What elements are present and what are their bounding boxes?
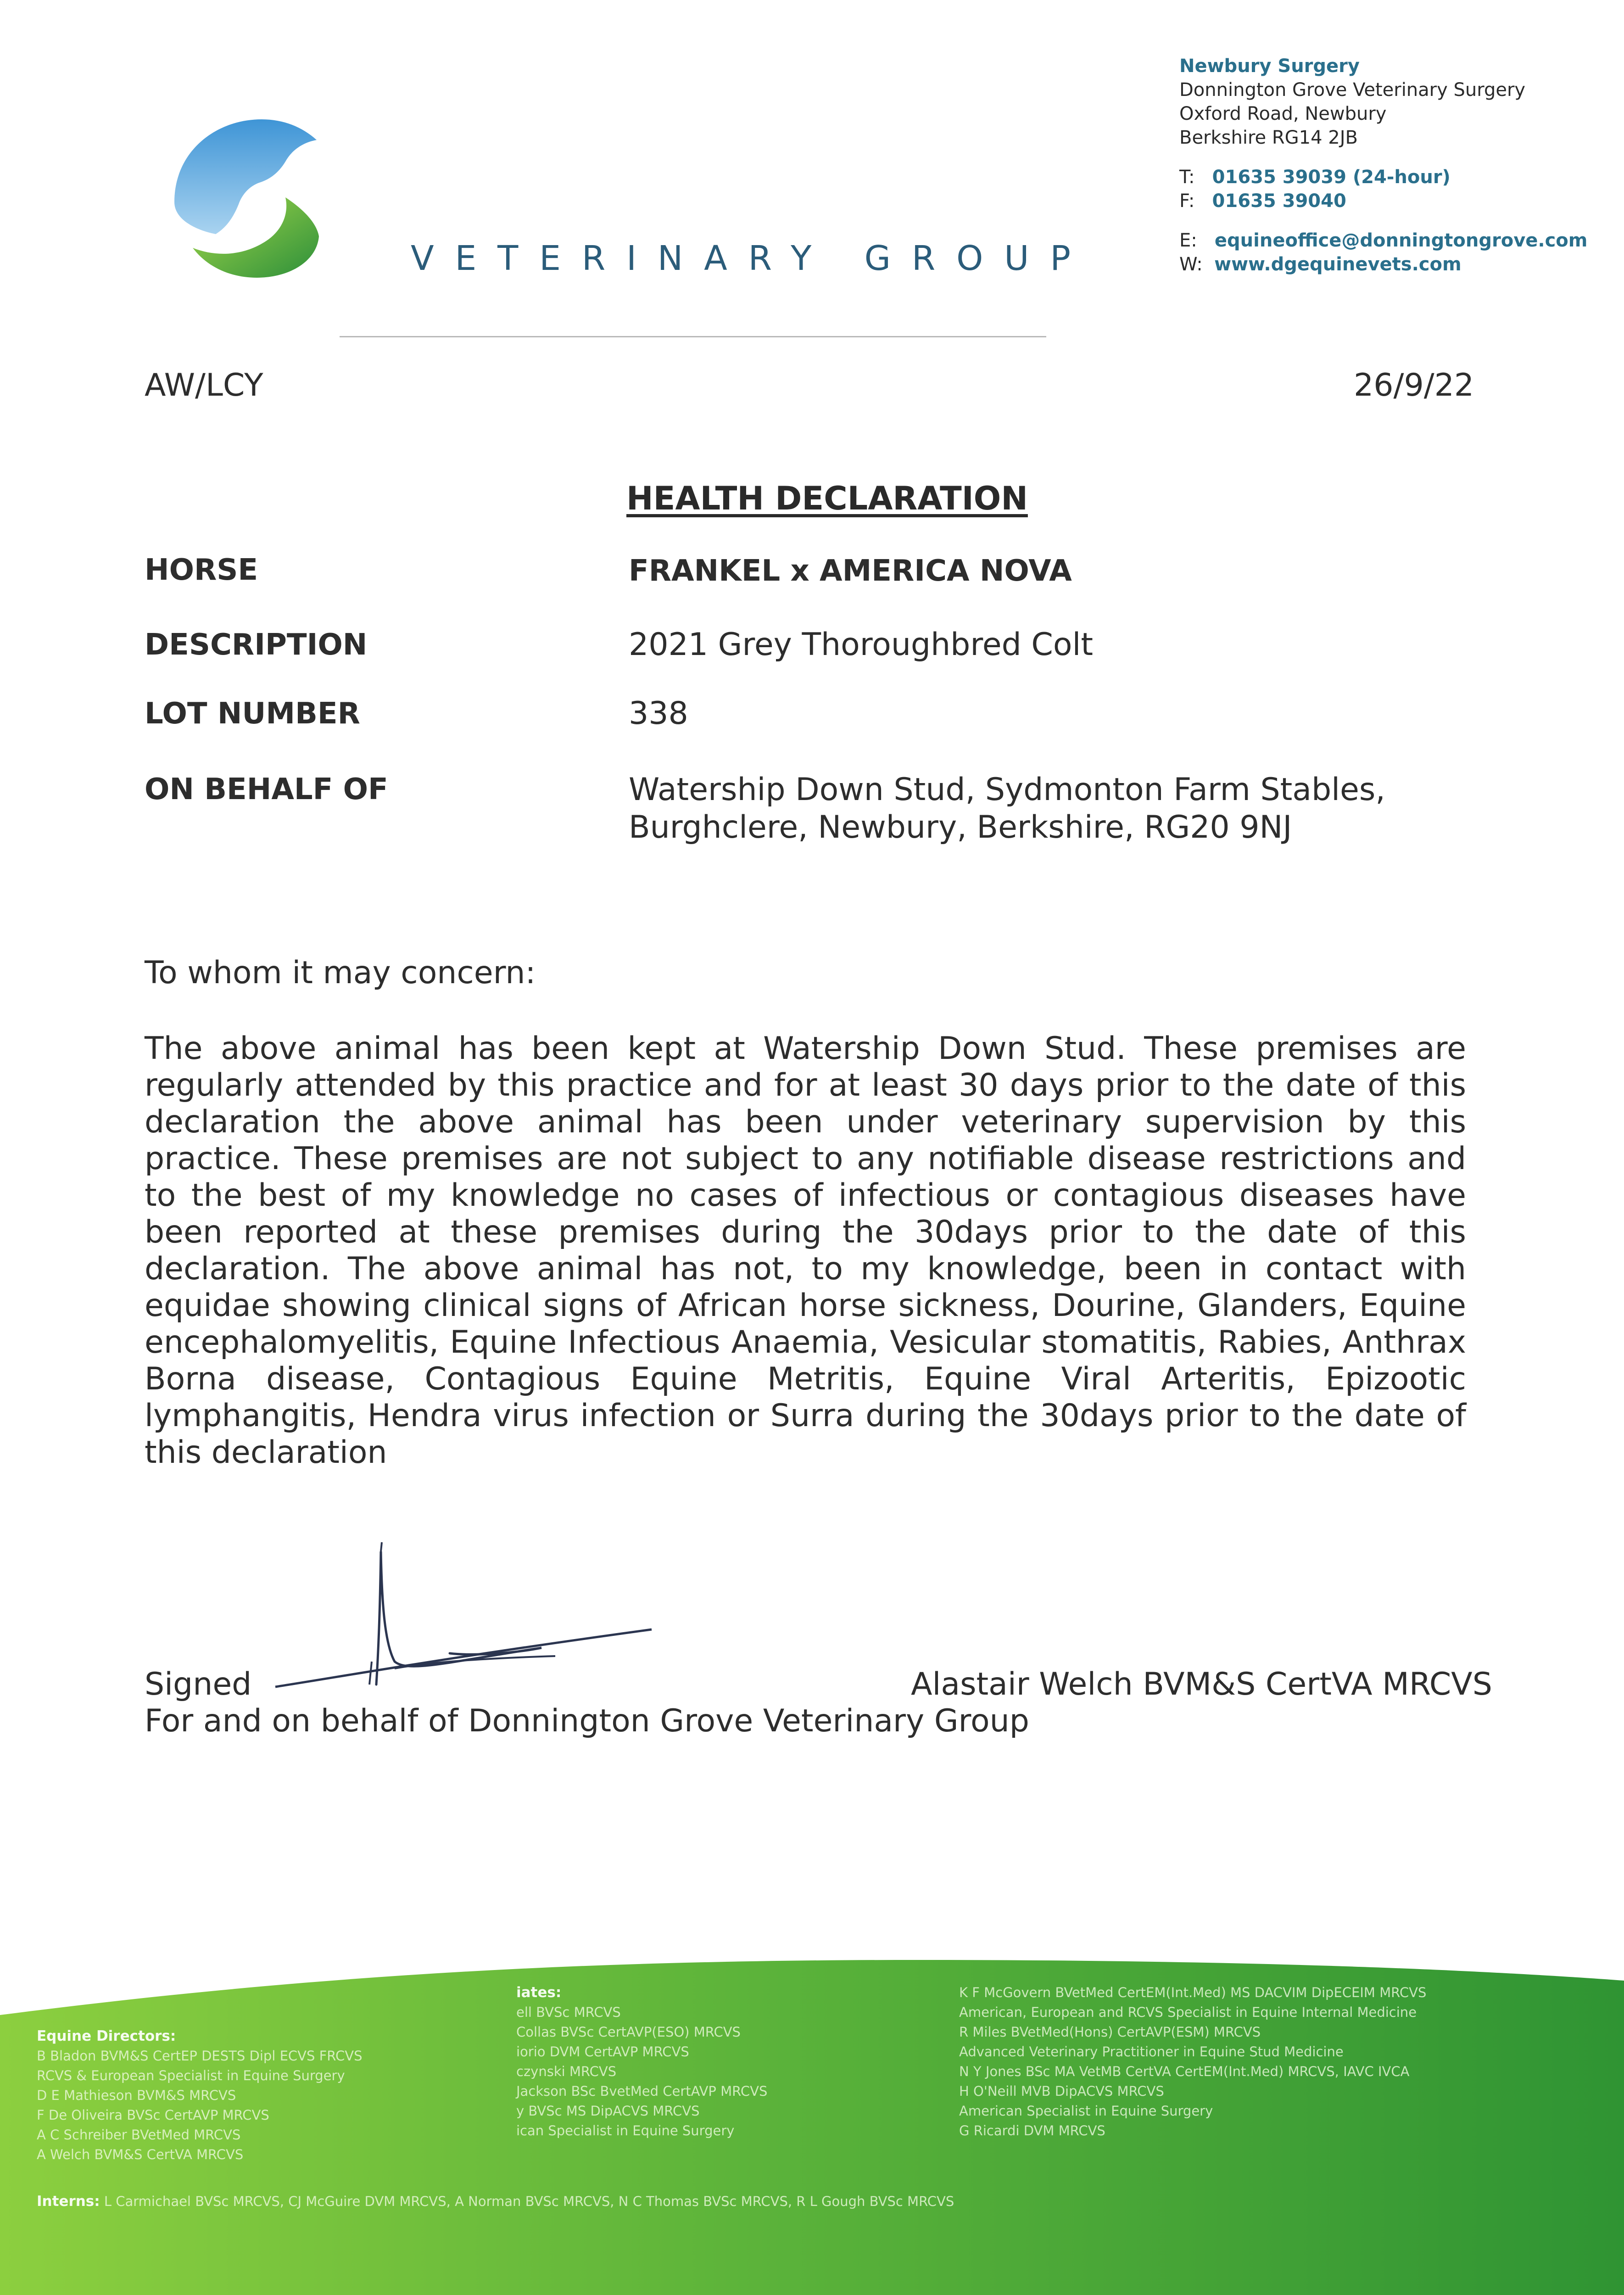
specialist-entry: American, European and RCVS Specialist in Equine Internal Medicine	[959, 2004, 1417, 2020]
fax-number: 01635 39040	[1212, 190, 1346, 212]
website-link[interactable]: www.dgequinevets.com	[1214, 254, 1462, 275]
veterinary-group-logo	[165, 110, 340, 285]
associate-entry: czynski MRCVS	[516, 2064, 617, 2079]
field-value-lot-number: 338	[629, 695, 688, 732]
on-behalf-line: Burghclere, Newbury, Berkshire, RG20 9NJ	[629, 809, 1292, 845]
specialist-entry: R Miles BVetMed(Hons) CertAVP(ESM) MRCVS	[959, 2024, 1261, 2040]
specialist-entry: K F McGovern BVetMed CertEM(Int.Med) MS DACVIM DipECEIM MRCVS	[959, 1985, 1427, 2000]
signed-label: Signed	[145, 1666, 252, 1702]
director-entry: B Bladon BVM&S CertEP DESTS Dipl ECVS FRCVS	[37, 2048, 363, 2064]
on-behalf-line: Watership Down Stud, Sydmonton Farm Stables,	[629, 772, 1385, 808]
director-entry: RCVS & European Specialist in Equine Surgery	[37, 2068, 345, 2083]
address-line: Donnington Grove Veterinary Surgery	[1179, 79, 1526, 101]
signatory-name: Alastair Welch BVM&S CertVA MRCVS	[911, 1666, 1492, 1702]
associate-entry: y BVSc MS DipACVS MRCVS	[516, 2103, 700, 2119]
address-line: Berkshire RG14 2JB	[1179, 127, 1358, 148]
footer-interns	[37, 2192, 954, 2211]
reference-code: AW/LCY	[145, 367, 263, 403]
associate-entry: iorio DVM CertAVP MRCVS	[516, 2044, 689, 2060]
interns-list: L Carmichael BVSc MRCVS, CJ McGuire DVM MRCVS, A Norman BVSc MRCVS, N C Thomas BVSc MRCVS, R L Gough BVSc MRCVS	[104, 2194, 954, 2209]
director-entry: A C Schreiber BVetMed MRCVS	[37, 2127, 241, 2143]
phone-line	[1179, 165, 1587, 189]
specialist-entry: G Ricardi DVM MRCVS	[959, 2123, 1105, 2138]
phone-number: 01635 39039 (24-hour)	[1212, 167, 1451, 188]
web-label: W:	[1179, 254, 1203, 275]
associate-entry: Collas BVSc CertAVP(ESO) MRCVS	[516, 2024, 741, 2040]
associate-entry: ican Specialist in Equine Surgery	[516, 2123, 735, 2138]
footer-associates	[516, 1983, 767, 2141]
field-label-on-behalf-of: ON BEHALF OF	[145, 772, 388, 806]
handwritten-signature	[257, 1510, 670, 1694]
header-divider	[340, 336, 1046, 337]
field-label-horse: HORSE	[145, 553, 258, 587]
field-value-horse: FRANKEL x AMERICA NOVA	[629, 554, 1072, 588]
email-link[interactable]: equineoffice@donningtongrove.com	[1214, 230, 1588, 251]
associate-entry: Jackson BSc BvetMed CertAVP MRCVS	[516, 2083, 768, 2099]
email-label: E:	[1179, 230, 1197, 251]
on-behalf-statement: For and on behalf of Donnington Grove Veterinary Group	[145, 1703, 1029, 1739]
field-value-on-behalf-of	[629, 771, 1385, 846]
address-line: Oxford Road, Newbury	[1179, 103, 1387, 124]
footer-specialists	[959, 1983, 1426, 2141]
specialist-entry: American Specialist in Equine Surgery	[959, 2103, 1213, 2119]
footer-banner	[0, 1946, 1624, 2295]
salutation: To whom it may concern:	[145, 955, 536, 991]
director-entry: A Welch BVM&S CertVA MRCVS	[37, 2147, 244, 2162]
director-entry: D E Mathieson BVM&S MRCVS	[37, 2088, 236, 2103]
field-label-lot-number: LOT NUMBER	[145, 697, 360, 731]
field-value-description: 2021 Grey Thoroughbred Colt	[629, 627, 1094, 663]
web-line	[1179, 252, 1587, 276]
specialist-entry: H O'Neill MVB DipACVS MRCVS	[959, 2083, 1164, 2099]
email-line	[1179, 229, 1587, 252]
associate-entry: ell BVSc MRCVS	[516, 2004, 621, 2020]
interns-label: Interns:	[37, 2193, 100, 2210]
declaration-paragraph: The above animal has been kept at Watership Down Stud. These premises are regularly attended by this practice and for at least 30 days prior to the date of this declaration the above animal has been under veterinary supervision by this practice. These premises are not subject to any notifiable disease restrictions and to the best of my knowledge no cases of infectious or contagious diseases have been reported at these premises during the 30days prior to the date of this declaration. The above animal has not, to my knowledge, been in contact with equidae showing clinical signs of African horse sickness, Dourine, Glanders, Equine encephalomyelitis, Equine Infectious Anaemia, Vesicular stomatitis, Rabies, Anthrax Borna disease, Contagious Equine Metritis, Equine Viral Arteritis, Epizootic lymphangitis, Hendra virus infection or Surra during the 30days prior to the date of this declaration	[145, 1030, 1466, 1471]
specialist-entry: Advanced Veterinary Practitioner in Equine Stud Medicine	[959, 2044, 1344, 2060]
fax-line	[1179, 189, 1587, 213]
fax-label: F:	[1179, 190, 1195, 212]
surgery-name: Newbury Surgery	[1179, 56, 1360, 77]
phone-label: T:	[1179, 167, 1195, 188]
director-entry: F De Oliveira BVSc CertAVP MRCVS	[37, 2107, 269, 2123]
group-wordmark: VETERINARY GROUP	[411, 239, 1092, 278]
footer-directors	[37, 2026, 363, 2165]
associates-heading: iates:	[516, 1984, 562, 2001]
document-title: HEALTH DECLARATION	[626, 480, 1028, 517]
directors-heading: Equine Directors:	[37, 2028, 176, 2044]
surgery-address-block	[1179, 54, 1587, 276]
field-label-description: DESCRIPTION	[145, 628, 368, 662]
letter-date: 26/9/22	[1354, 367, 1474, 403]
specialist-entry: N Y Jones BSc MA VetMB CertVA CertEM(Int.Med) MRCVS, IAVC IVCA	[959, 2064, 1410, 2079]
